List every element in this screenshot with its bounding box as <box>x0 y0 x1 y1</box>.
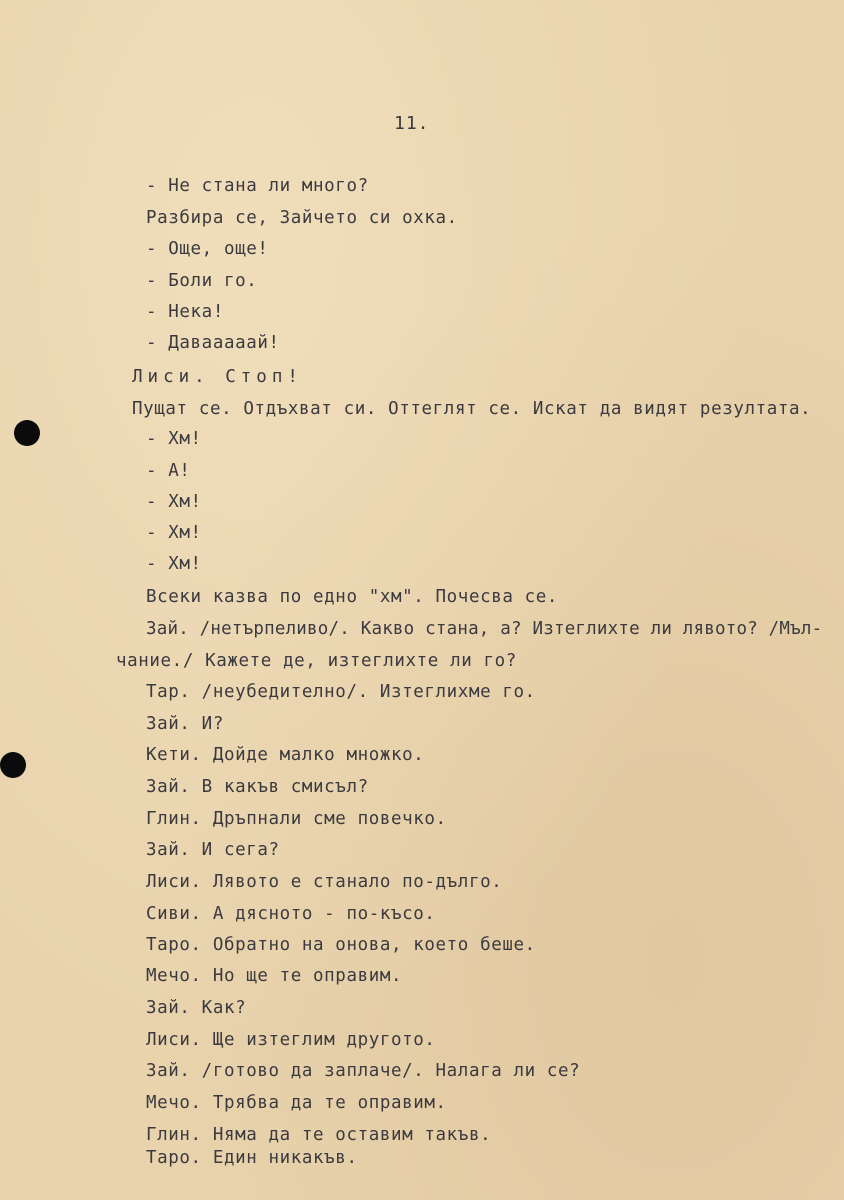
punch-hole-top <box>14 420 40 446</box>
text-line: - Още, още! <box>146 239 269 259</box>
page-number: 11. <box>394 113 430 134</box>
text-line: Зай. В какъв смисъл? <box>146 777 369 797</box>
text-line: Лиси. Лявото е станало по-дълго. <box>146 872 503 892</box>
text-line: - Хм! <box>146 554 202 574</box>
text-line: Таро. Един никакъв. <box>146 1148 358 1168</box>
text-line: Пущат се. Отдъхват си. Оттеглят се. Искат да видят резултата. <box>132 399 812 419</box>
text-line: Кети. Дойде малко множко. <box>146 745 425 765</box>
text-line: Лиси. Стоп! <box>132 367 303 387</box>
text-line: Зай. И сега? <box>146 840 280 860</box>
text-line: Сиви. А дясното - по-късо. <box>146 904 436 924</box>
text-line: - Боли го. <box>146 271 258 291</box>
text-line: - Не стана ли много? <box>146 176 369 196</box>
text-line: - Хм! <box>146 429 202 449</box>
text-line: Зай. /готово да заплаче/. Налага ли се? <box>146 1061 581 1081</box>
text-line: - Хм! <box>146 523 202 543</box>
text-line: Лиси. Ще изтеглим другото. <box>146 1030 436 1050</box>
text-line: Зай. Как? <box>146 998 247 1018</box>
text-line: Зай. И? <box>146 714 224 734</box>
text-line: - А! <box>146 461 191 481</box>
text-line: Глин. Дръпнали сме повечко. <box>146 809 447 829</box>
punch-hole-bottom <box>0 752 26 778</box>
text-line: Всеки казва по едно "хм". Почесва се. <box>146 587 559 607</box>
text-line: - Давааааай! <box>146 333 280 353</box>
text-line: Разбира се, Зайчето си охка. <box>146 208 458 228</box>
text-line: Тар. /неубедително/. Изтеглихме го. <box>146 682 536 702</box>
text-line: чание./ Кажете де, изтеглихте ли го? <box>116 651 517 671</box>
text-line: Мечо. Трябва да те оправим. <box>146 1093 447 1113</box>
text-line: Зай. /нетърпеливо/. Какво стана, а? Изтеглихте ли лявото? /Мъл- <box>146 619 823 639</box>
text-line: - Нека! <box>146 302 224 322</box>
text-line: - Хм! <box>146 492 202 512</box>
text-line: Таро. Обратно на онова, което беше. <box>146 935 536 955</box>
text-line: Мечо. Но ще те оправим. <box>146 966 403 986</box>
text-line: Глин. Няма да те оставим такъв. <box>146 1125 492 1145</box>
